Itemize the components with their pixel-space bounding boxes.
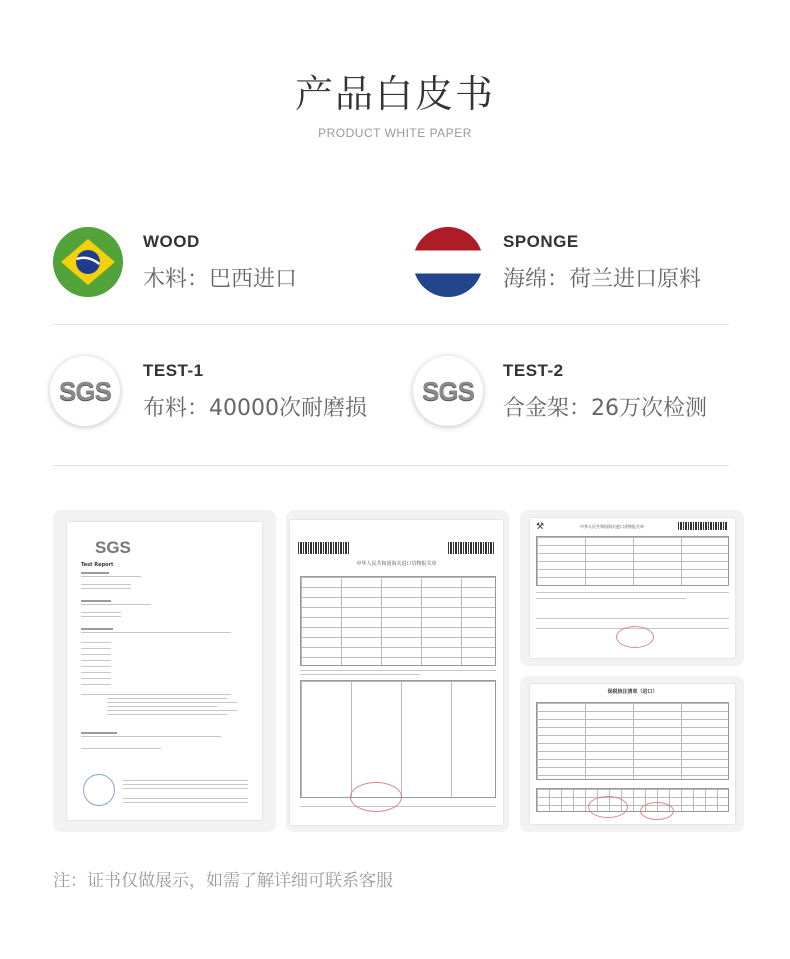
- feature-title: SPONGE: [503, 231, 579, 251]
- feature-description: 布料：40000次耐磨损: [143, 395, 367, 421]
- divider: [53, 465, 729, 466]
- feature-description: 木料：巴西进口: [143, 266, 298, 292]
- sgs-logo-icon: SGS: [413, 356, 483, 426]
- document-heading: Test Report: [81, 562, 114, 568]
- page-title: 产品白皮书: [294, 72, 495, 116]
- document-heading: 保税核注清单（进口）: [607, 689, 658, 695]
- bonded-list-image: [520, 676, 744, 832]
- brazil-flag-icon: [53, 227, 123, 297]
- customs-emblem-icon: ⚒: [536, 522, 545, 532]
- certificate-gallery: [53, 510, 744, 832]
- sgs-logo-icon: SGS: [95, 538, 131, 557]
- sgs-test-report-image: [53, 510, 276, 832]
- feature-test-2: [413, 356, 707, 426]
- feature-wood: [53, 227, 297, 297]
- sgs-logo-icon: SGS: [50, 356, 120, 426]
- feature-test-1: [50, 356, 367, 426]
- disclaimer-note: 注：证书仅做展示，如需了解详细可联系客服: [53, 871, 393, 891]
- customs-declaration-image: [286, 510, 509, 832]
- import-declaration-image: [520, 510, 744, 666]
- page-subtitle: PRODUCT WHITE PAPER: [318, 126, 472, 140]
- netherlands-flag-icon: [413, 227, 483, 297]
- feature-title: WOOD: [143, 231, 200, 251]
- feature-description: 海绵：荷兰进口原料: [503, 266, 702, 292]
- page-header: [0, 72, 790, 140]
- feature-sponge: [413, 227, 701, 297]
- feature-title: TEST-1: [143, 360, 204, 380]
- divider: [53, 324, 729, 325]
- document-heading: 中华人民共和国海关进口货物报关单: [356, 561, 437, 567]
- document-heading: 中华人民共和国海关进口货物报关单: [580, 524, 644, 529]
- feature-title: TEST-2: [503, 360, 564, 380]
- feature-description: 合金架：26万次检测: [503, 395, 707, 421]
